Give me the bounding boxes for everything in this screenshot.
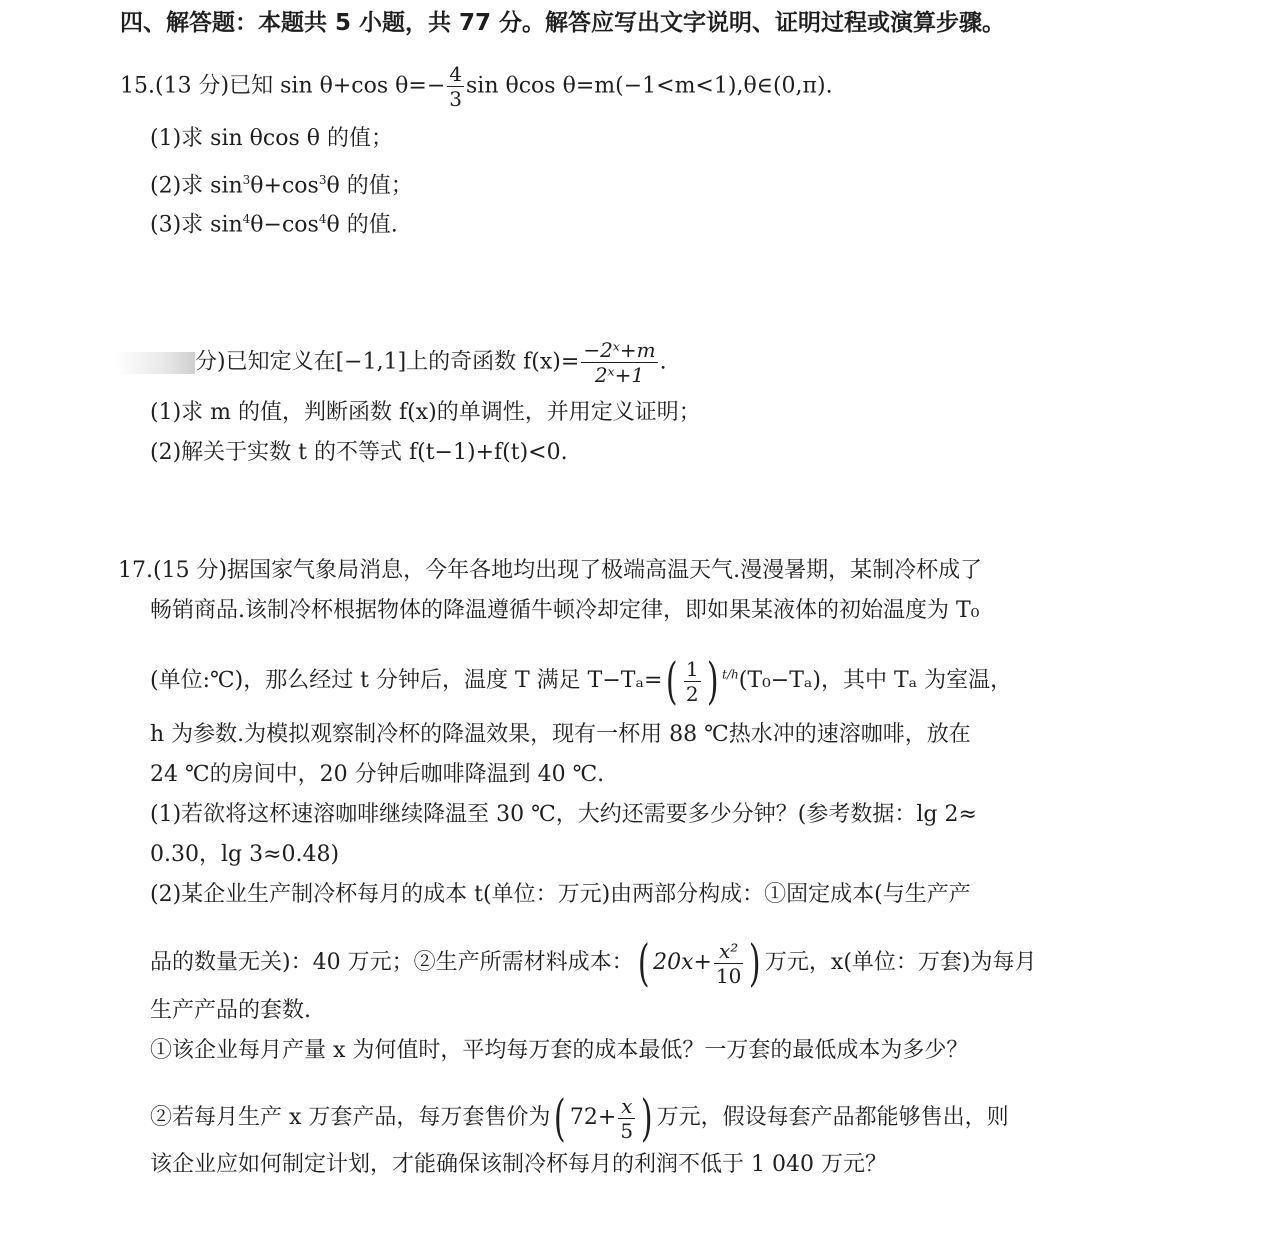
- q17-line3-b: (T₀−Tₐ)，其中 Tₐ 为室温，: [738, 668, 1013, 693]
- q17-sub2-expr: 72+: [569, 1105, 617, 1130]
- q15-part2-exp2: 3: [318, 173, 327, 187]
- obscured-region: [115, 352, 195, 374]
- q15-part2-exp1: 3: [242, 173, 251, 187]
- q15-part2-c: θ 的值；: [326, 173, 413, 199]
- q17-line2: 畅销商品.该制冷杯根据物体的降温遵循牛顿冷却定律，即如果某液体的初始温度为 T₀: [150, 598, 980, 623]
- q17-part2-frac-num: x²: [714, 941, 743, 964]
- q17-sub2-a: ②若每月生产 x 万套产品，每万套售价为: [150, 1105, 551, 1130]
- section-header: 四、解答题：本题共 5 小题，共 77 分。解答应写出文字说明、证明过程或演算步骤。: [120, 10, 1006, 36]
- q15-part3-exp1: 4: [242, 212, 251, 226]
- q15-fraction: [447, 64, 464, 109]
- q15-part2-a: (2)求 sin: [150, 173, 243, 199]
- right-paren: ): [749, 934, 762, 992]
- q16-suffix: .: [659, 349, 667, 375]
- q15-part3-exp2: 4: [318, 212, 327, 226]
- q17-part1-b: 0.30，lg 3≈0.48): [150, 842, 340, 867]
- q17-part2-b2: 万元，x(单位：万套)为每月: [764, 950, 1037, 975]
- q15-suffix: sin θcos θ=m(−1<m<1),θ∈(0,π).: [466, 73, 833, 99]
- q17-line3-frac-den: 2: [685, 681, 699, 706]
- q17-sub2-fraction: [618, 1093, 635, 1143]
- q17-part2-expr: 20x+: [653, 950, 712, 975]
- q17-sub2-b: 万元，假设每套产品都能够售出，则: [656, 1105, 1009, 1130]
- left-paren: (: [666, 652, 678, 710]
- q17-sub2: [150, 1089, 1009, 1147]
- q15-statement: [120, 64, 833, 109]
- q17-line3-fraction: [684, 656, 701, 706]
- q16-fraction: [581, 340, 657, 385]
- q16-prefix: 分)已知定义在[−1,1]上的奇函数 f(x)=: [195, 349, 580, 375]
- q15-frac-den: 3: [449, 87, 462, 111]
- q15-frac-num: 4: [449, 62, 462, 86]
- q15-part3-c: θ 的值.: [326, 212, 398, 238]
- q17-line1: 17.(15 分)据国家气象局消息，今年各地均出现了极端高温天气.漫漫暑期，某制冷杯成了: [118, 558, 983, 583]
- q15-part1: (1)求 sin θcos θ 的值；: [150, 126, 393, 151]
- q15-part3-a: (3)求 sin: [150, 212, 243, 238]
- q17-sub2-frac-num: x: [618, 1096, 635, 1119]
- q17-part2-fraction: [714, 938, 743, 988]
- q16-part2: (2)解关于实数 t 的不等式 f(t−1)+f(t)<0.: [150, 440, 568, 465]
- q17-sub2-frac-den: 5: [620, 1118, 634, 1143]
- q17-part2-b: [150, 934, 1037, 992]
- q17-line4: h 为参数.为模拟观察制冷杯的降温效果，现有一杯用 88 ℃热水冲的速溶咖啡，放在: [150, 722, 971, 747]
- q16-statement: [115, 340, 667, 385]
- q15-part3-b: θ−cos: [250, 212, 319, 238]
- right-paren: ): [706, 652, 719, 710]
- q17-part2-a: (2)某企业生产制冷杯每月的成本 t(单位：万元)由两部分构成：①固定成本(与生产产: [150, 882, 971, 907]
- left-paren: (: [554, 1089, 567, 1147]
- q17-part2-frac-den: 10: [715, 963, 742, 988]
- q17-sub2-c: 该企业应如何制定计划，才能确保该制冷杯每月的利润不低于 1 040 万元？: [150, 1152, 887, 1177]
- q15-part3: [150, 204, 398, 240]
- q17-part2-c: 生产产品的套数.: [150, 998, 311, 1023]
- q15-part2: [150, 165, 413, 201]
- q17-line3-exp: t/h: [722, 667, 739, 682]
- q17-line3-frac-num: 1: [685, 656, 699, 681]
- q17-sub1: ①该企业每月产量 x 为何值时，平均每万套的成本最低？一万套的最低成本为多少？: [150, 1038, 969, 1063]
- q17-line5: 24 ℃的房间中，20 分钟后咖啡降温到 40 ℃.: [150, 762, 605, 787]
- q17-part2-b1: 品的数量无关)：40 万元；②生产所需材料成本：: [150, 950, 634, 975]
- q17-part1-a: (1)若欲将这杯速溶咖啡继续降温至 30 ℃，大约还需要多少分钟？(参考数据：lg 2≈: [150, 802, 977, 827]
- q16-frac-den: 2ˣ+1: [594, 363, 645, 387]
- q15-part2-b: θ+cos: [250, 173, 319, 199]
- q16-frac-num: −2ˣ+m: [583, 338, 656, 362]
- q16-part1: (1)求 m 的值，判断函数 f(x)的单调性，并用定义证明；: [150, 400, 701, 425]
- left-paren: (: [637, 934, 650, 992]
- right-paren: ): [640, 1089, 653, 1147]
- q17-line3-a: (单位:℃)，那么经过 t 分钟后，温度 T 满足 T−Tₐ=: [150, 668, 663, 693]
- q17-line3: [150, 652, 1013, 710]
- q15-prefix: 15.(13 分)已知 sin θ+cos θ=−: [120, 73, 446, 99]
